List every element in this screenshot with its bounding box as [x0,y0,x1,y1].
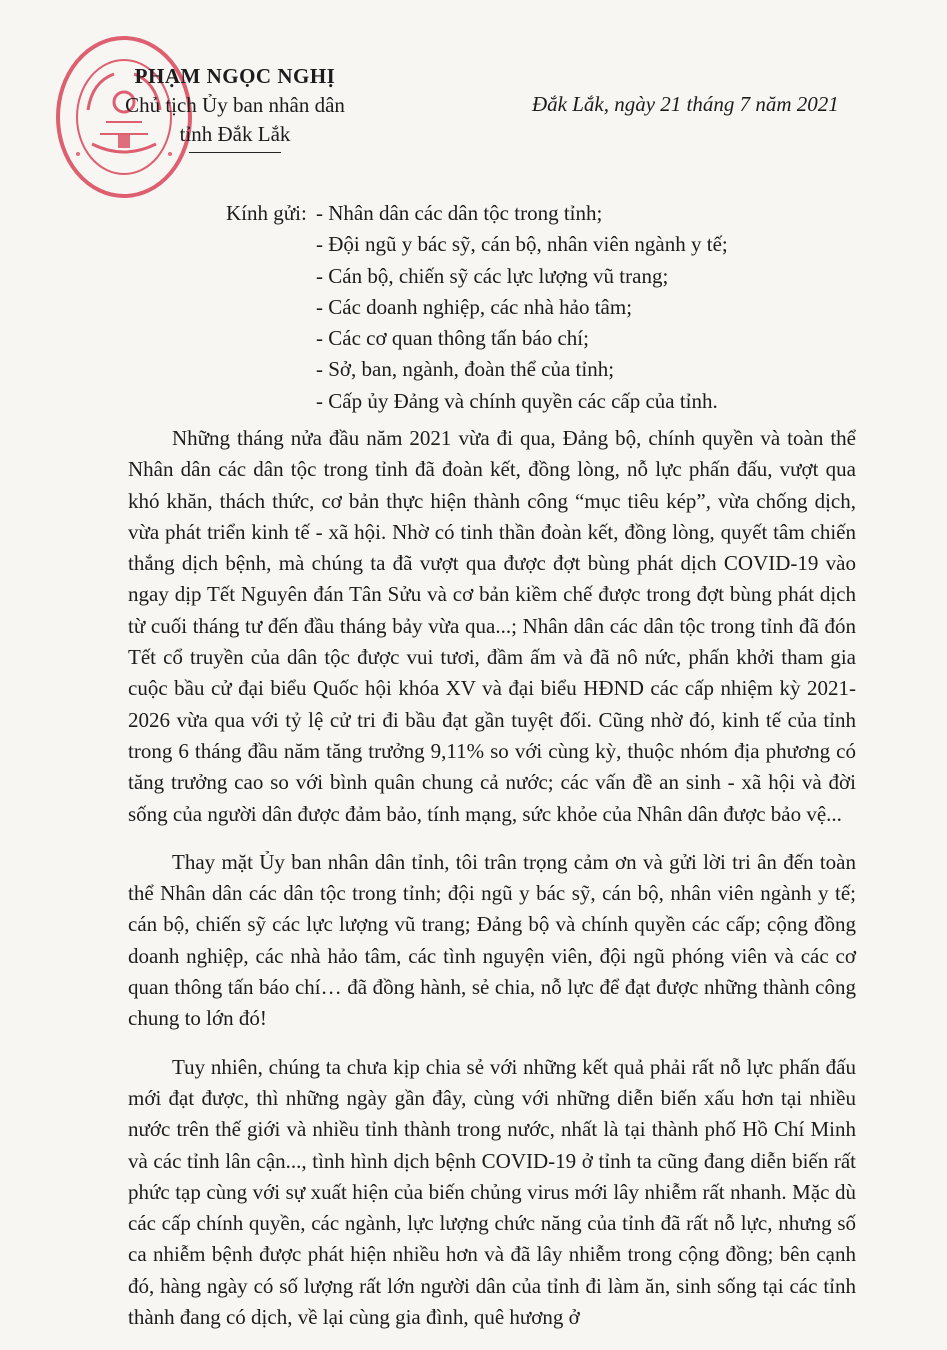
recipient-item: - Sở, ban, ngành, đoàn thể của tỉnh; [316,357,615,382]
recipient-row [226,386,728,417]
sender-province: tỉnh Đắk Lắk [179,122,291,146]
recipient-item: - Nhân dân các dân tộc trong tỉnh; [316,201,603,225]
sender-name: PHẠM NGỌC NGHỊ [134,64,336,88]
body-paragraph: Thay mặt Ủy ban nhân dân tỉnh, tôi trân trọng cảm ơn và gửi lời tri ân đến toàn thể Nhân dân các dân tộc trong tỉnh; đội ngũ y bác sỹ, cán bộ, nhân viên ngành y tế; cán bộ, chiến sỹ các lực lượng vũ trang; Đảng bộ và chính quyền các cấp; cộng đồng doanh nghiệp, các nhà hảo tâm, các tình nguyện viên, đội ngũ phóng viên và các cơ quan thông tấn báo chí… đã đồng hành, sẻ chia, nỗ lực để đạt được những thành công chung to lớn đó! [128,849,856,1031]
recipient-row [226,261,728,292]
letter-body [128,423,856,1350]
recipient-row [226,229,728,260]
recipient-item: - Các cơ quan thông tấn báo chí; [316,326,589,351]
recipient-row [226,354,728,385]
recipient-item: - Các doanh nghiệp, các nhà hảo tâm; [316,294,633,319]
sender-underline [189,152,281,153]
body-paragraph: Tuy nhiên, chúng ta chưa kịp chia sẻ với những kết quả phải rất nỗ lực phấn đấu mới đạt được, thì những ngày gần đây, cùng với những diễn biến xấu hơn tại nhiều nước trên thế giới và nhiều tỉnh thành trong nước, nhất là tại thành phố Hồ Chí Minh và các tỉnh lân cận..., tình hình dịch bệnh COVID-19 ở tỉnh ta cũng đang diễn biến rất phức tạp cùng với sự xuất hiện của biến chủng virus mới lây nhiễm rất nhanh. Mặc dù các cấp chính quyền, các ngành, lực lượng chức năng của tỉnh đã rất nỗ lực, nhưng số ca nhiễm bệnh được phát hiện nhiều hơn và đã lây nhiễm trong cộng đồng; bên cạnh đó, hàng ngày có số lượng rất lớn người dân của tỉnh đi làm ăn, sinh sống tại các tỉnh thành đang có dịch, về lại cùng gia đình, quê hương ở [128,1054,856,1330]
recipient-item: - Đội ngũ y bác sỹ, cán bộ, nhân viên ngành y tế; [316,232,728,257]
recipient-item: - Cán bộ, chiến sỹ các lực lượng vũ trang; [316,263,669,288]
sender-title: Chủ tịch Ủy ban nhân dân [125,93,345,117]
recipient-row [226,292,728,323]
recipient-item: - Cấp ủy Đảng và chính quyền các cấp của tỉnh. [316,388,718,413]
dateline: Đắk Lắk, ngày 21 tháng 7 năm 2021 [532,92,839,116]
recipients-lead: Kính gửi: [226,201,307,225]
recipients-block [226,198,728,417]
recipient-row [226,323,728,354]
body-paragraph: Những tháng nửa đầu năm 2021 vừa đi qua, Đảng bộ, chính quyền và toàn thể Nhân dân các dân tộc trong tỉnh đã đoàn kết, đồng lòng, nỗ lực phấn đấu, vượt qua khó khăn, thách thức, cơ bản thực hiện thành công “mục tiêu kép”, vừa chống dịch, vừa phát triển kinh tế - xã hội. Nhờ có tinh thần đoàn kết, đồng lòng, quyết tâm chiến thắng dịch bệnh, mà chúng ta đã vượt qua được đợt bùng phát dịch COVID-19 vào ngay dịp Tết Nguyên đán Tân Sửu và cơ bản kiềm chế được trong đợt bùng phát dịch từ cuối tháng tư đến đầu tháng bảy vừa qua...; Nhân dân các dân tộc trong tỉnh đã đón Tết cổ truyền của dân tộc được vui tươi, đầm ấm và đã nô nức, phấn khởi tham gia cuộc bầu cử đại biểu Quốc hội khóa XV và đại biểu HĐND các cấp nhiệm kỳ 2021-2026 vừa qua với tỷ lệ cử tri đi bầu đạt gần tuyệt đối. Cũng nhờ đó, kinh tế của tỉnh trong 6 tháng đầu năm tăng trưởng 9,11% so với cùng kỳ, thuộc nhóm địa phương có tăng trưởng cao so với bình quân chung cả nước; các vấn đề an sinh - xã hội và đời sống của người dân được đảm bảo, tính mạng, sức khỏe của Nhân dân được bảo vệ... [128,426,856,826]
recipient-row [226,198,728,229]
sender-block [110,62,360,153]
